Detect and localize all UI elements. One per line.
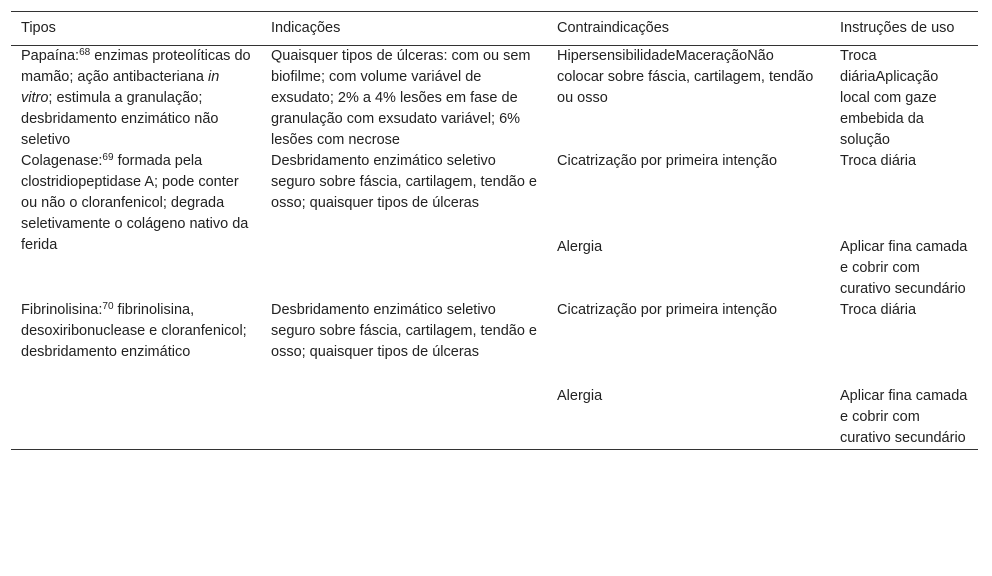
cell-indicacao: Desbridamento enzimático seletivo seguro sobre fáscia, cartilagem, tendão e osso; quaisquer tipos de úlceras <box>271 153 537 211</box>
reference-number: 70 <box>102 301 114 312</box>
cell-tipo-colagenase <box>11 151 261 300</box>
type-name: Fibrinolisina: <box>21 302 103 318</box>
cell-instrucoes: Troca diária <box>840 153 917 169</box>
debridement-table <box>11 11 978 450</box>
header-indicacoes: Indicações <box>271 20 341 36</box>
cell-contraindicacao: Alergia <box>557 239 603 255</box>
type-description: ; estimula a granulação; desbridamento enzimático não seletivo <box>21 90 219 148</box>
header-contraindicacoes: Contraindicações <box>557 20 670 36</box>
cell-indicacao: Desbridamento enzimático seletivo seguro sobre fáscia, cartilagem, tendão e osso; quaisquer tipos de úlceras <box>271 302 537 360</box>
type-description: fibrinolisina, desoxiribonuclease e cloranfenicol; desbridamento enzimático <box>21 302 247 360</box>
table-row <box>11 151 978 237</box>
cell-instrucoes: Troca diáriaAplicação local com gaze embebida da solução <box>840 48 939 148</box>
cell-contraindicacao: HipersensibilidadeMaceraçãoNão colocar sobre fáscia, cartilagem, tendão ou osso <box>557 48 814 106</box>
type-description: formada pela clostridiopeptidase A; pode conter ou não o cloranfenicol; degrada seletivamente o colágeno nativo da ferida <box>21 153 249 253</box>
cell-contraindicacao: Cicatrização por primeira intenção <box>557 302 778 318</box>
table-header-row <box>11 12 978 46</box>
cell-instrucoes: Aplicar fina camada e cobrir com curativo secundário <box>840 239 968 297</box>
cell-instrucoes: Troca diária <box>840 302 917 318</box>
type-description: enzimas proteolíticas do mamão; ação antibacteriana <box>21 48 251 85</box>
cell-indicacao: Quaisquer tipos de úlceras: com ou sem biofilme; com volume variável de exsudato; 2% a 4% lesões em fase de granulação com exsudato variável; 6% lesões com necrose <box>271 48 531 148</box>
type-description-italic: in vitro <box>21 69 220 106</box>
header-tipos: Tipos <box>21 20 56 36</box>
cell-tipo-fibrinolisina <box>11 300 261 450</box>
header-instrucoes: Instruções de uso <box>840 20 955 36</box>
reference-number: 69 <box>102 152 114 163</box>
type-name: Colagenase: <box>21 153 103 169</box>
cell-tipo-papaina <box>11 46 261 152</box>
type-name: Papaína: <box>21 48 80 64</box>
reference-number: 68 <box>79 47 91 58</box>
cell-instrucoes: Aplicar fina camada e cobrir com curativo secundário <box>840 388 968 446</box>
table-row <box>11 46 978 152</box>
cell-contraindicacao: Alergia <box>557 388 603 404</box>
table-row <box>11 300 978 386</box>
cell-contraindicacao: Cicatrização por primeira intenção <box>557 153 778 169</box>
